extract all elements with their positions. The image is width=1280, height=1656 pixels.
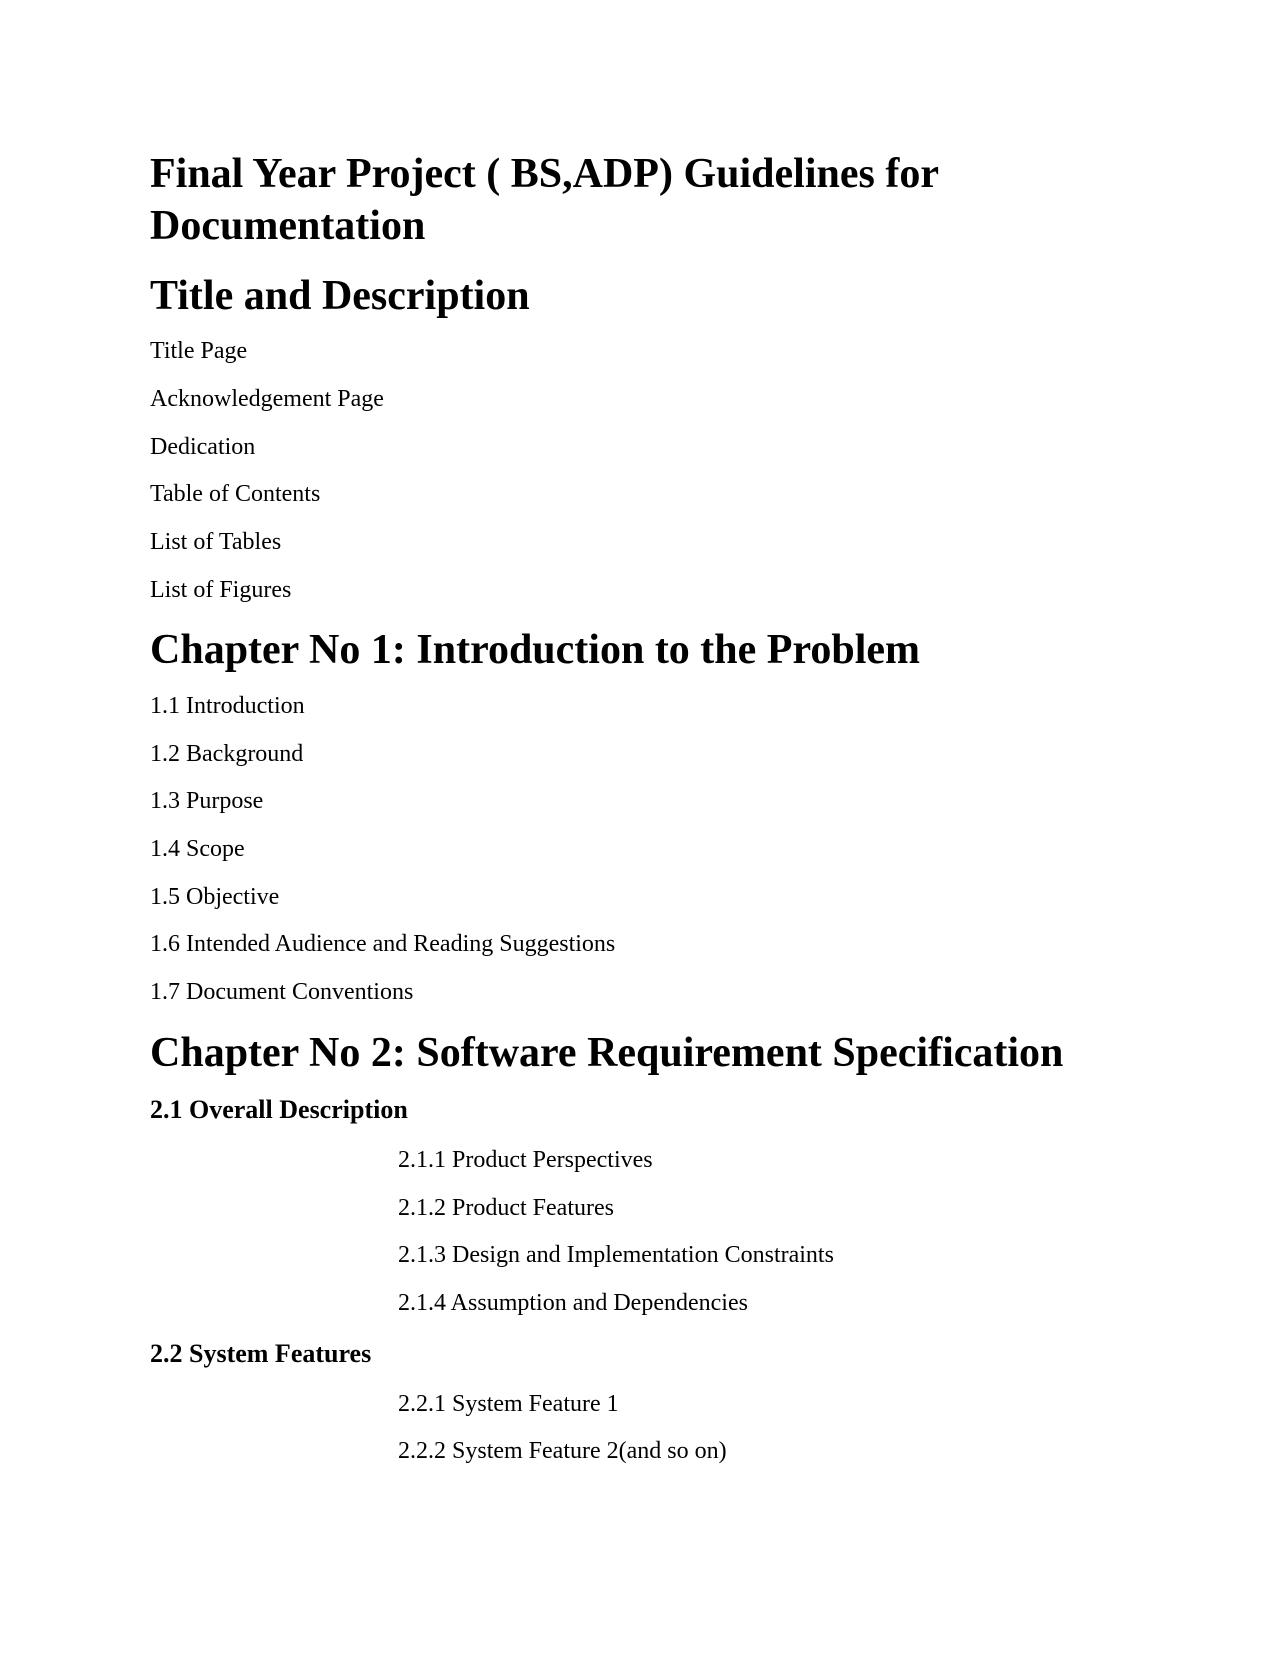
list-item: 2.1.1 Product Perspectives: [398, 1147, 653, 1173]
list-item: 2.1.4 Assumption and Dependencies: [398, 1290, 748, 1316]
list-item: 2.1.3 Design and Implementation Constraints: [398, 1242, 834, 1268]
list-item: 1.2 Background: [150, 741, 304, 767]
list-item: 1.5 Objective: [150, 884, 280, 910]
subsection-heading-system-features: 2.2 System Features: [150, 1339, 372, 1368]
list-item: 1.6 Intended Audience and Reading Suggestions: [150, 931, 616, 957]
subsection-heading-overall-description: 2.1 Overall Description: [150, 1095, 408, 1124]
section-heading-chapter-1: Chapter No 1: Introduction to the Problem: [150, 627, 920, 673]
section-heading-chapter-2: Chapter No 2: Software Requirement Specification: [150, 1030, 1064, 1076]
list-item: 2.2.1 System Feature 1: [398, 1391, 619, 1417]
list-item: Table of Contents: [150, 481, 321, 507]
list-item: Acknowledgement Page: [150, 386, 384, 412]
list-item: List of Tables: [150, 529, 282, 555]
list-item: 1.4 Scope: [150, 836, 245, 862]
list-item: 1.1 Introduction: [150, 693, 305, 719]
list-item: 2.1.2 Product Features: [398, 1195, 614, 1221]
list-item: Title Page: [150, 338, 248, 364]
list-item: List of Figures: [150, 577, 292, 603]
list-item: 1.3 Purpose: [150, 788, 264, 814]
list-item: 2.2.2 System Feature 2(and so on): [398, 1438, 727, 1464]
document-title: Final Year Project ( BS,ADP) Guidelines for Documentation: [150, 151, 939, 249]
list-item: Dedication: [150, 434, 256, 460]
section-heading-title-description: Title and Description: [150, 273, 530, 319]
document-page: [150, 0, 1230, 1656]
list-item: 1.7 Document Conventions: [150, 979, 414, 1005]
